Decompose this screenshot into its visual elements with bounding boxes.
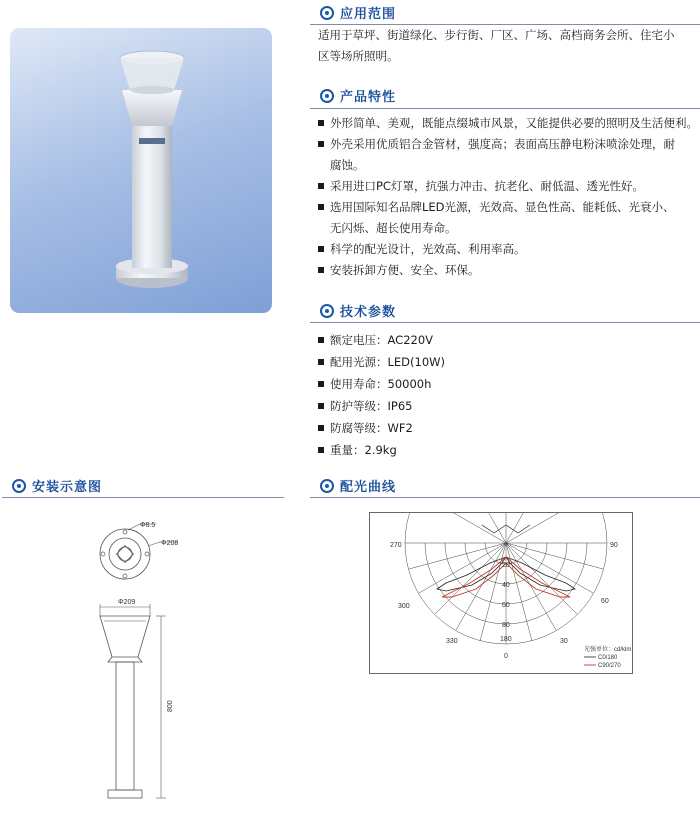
spec-value: WF2 — [387, 421, 413, 435]
dim-base-label: Φ208 — [161, 540, 179, 547]
light-distribution-curve — [369, 512, 633, 674]
section-divider — [310, 497, 700, 498]
square-bullet-icon — [318, 337, 324, 343]
radial-label: 80 — [502, 622, 510, 629]
feature-text: 采用进口PC灯罩，抗强力冲击、抗老化、耐低温、透光性好。 — [330, 179, 644, 193]
angle-label: 90 — [610, 542, 618, 549]
spec-value: AC220V — [387, 333, 434, 347]
square-bullet-icon — [318, 403, 324, 409]
section-divider — [2, 497, 284, 498]
feature-text: 选用国际知名品牌LED光源，光效高、显色性高、能耗低、光衰小、 — [330, 200, 675, 214]
spec-row-weight — [316, 439, 616, 461]
list-item — [316, 197, 700, 239]
circle-bullet-icon — [12, 479, 26, 493]
install-diagram — [60, 512, 280, 822]
spec-value: LED(10W) — [387, 355, 446, 369]
feature-text: 腐蚀。 — [330, 158, 365, 172]
square-bullet-icon — [318, 267, 324, 273]
radial-label: 60 — [502, 602, 510, 609]
spec-label: 防腐等级： — [330, 421, 388, 435]
spec-value: IP65 — [387, 399, 413, 413]
circle-bullet-icon — [320, 304, 334, 318]
section-header-curve — [318, 476, 698, 496]
section-divider — [310, 322, 700, 323]
specs-list — [316, 329, 616, 461]
chart-legend — [584, 645, 631, 669]
bollard-lamp-image — [10, 28, 272, 313]
section-header-install — [10, 476, 300, 496]
section-header-features — [318, 86, 698, 106]
spec-value: 2.9kg — [364, 443, 397, 457]
section-title: 配光曲线 — [340, 480, 397, 495]
feature-text: 科学的配光设计，光效高、利用率高。 — [330, 242, 526, 256]
list-item — [316, 260, 700, 281]
square-bullet-icon — [318, 183, 324, 189]
radial-label: 20 — [502, 562, 510, 569]
spec-label: 防护等级： — [330, 399, 388, 413]
spec-label: 重量： — [330, 443, 365, 457]
section-divider — [310, 108, 700, 109]
square-bullet-icon — [318, 425, 324, 431]
section-header-application — [318, 3, 698, 23]
base-top-view — [100, 524, 178, 579]
angle-label: 180 — [500, 636, 512, 643]
section-title: 技术参数 — [340, 305, 397, 320]
radial-label: 40 — [502, 582, 510, 589]
section-header-specs — [318, 301, 698, 321]
angle-label: 60 — [601, 598, 609, 605]
spec-row-voltage — [316, 329, 616, 351]
section-title: 应用范围 — [340, 7, 397, 22]
feature-text: 外壳采用优质铝合金管材，强度高；表面高压静电粉沫喷涂处理，耐 — [330, 137, 675, 151]
spec-row-ip — [316, 395, 616, 417]
spec-label: 配用光源： — [330, 355, 388, 369]
feature-text: 外形简单、美观，既能点缀城市风景，又能提供必要的照明及生活便利。 — [330, 116, 698, 130]
spec-label: 使用寿命： — [330, 377, 388, 391]
list-item — [316, 239, 700, 260]
square-bullet-icon — [318, 359, 324, 365]
legend-title: 光强单位：cd/klm — [584, 647, 632, 653]
list-item — [316, 176, 700, 197]
feature-text: 无闪烁、超长使用寿命。 — [330, 221, 457, 235]
circle-bullet-icon — [320, 6, 334, 20]
legend-c0: C0/180 — [598, 655, 618, 661]
features-list — [316, 113, 700, 281]
spec-row-light-source — [316, 351, 616, 373]
spec-label: 额定电压： — [330, 333, 388, 347]
angle-label: 300 — [398, 603, 410, 610]
application-line: 适用于草坪、街道绿化、步行街、厂区、广场、高档商务会所、住宅小 — [318, 28, 675, 42]
circle-bullet-icon — [320, 479, 334, 493]
square-bullet-icon — [318, 204, 324, 210]
angle-label: 0 — [504, 653, 508, 660]
angle-label: 30 — [560, 638, 568, 645]
list-item — [316, 113, 700, 134]
section-title: 安装示意图 — [32, 480, 103, 495]
application-line: 区等场所照明。 — [318, 49, 399, 63]
square-bullet-icon — [318, 141, 324, 147]
angle-label: 330 — [446, 638, 458, 645]
angle-label: 270 — [390, 542, 402, 549]
dim-height-label: 800 — [167, 700, 174, 712]
application-text — [318, 25, 700, 67]
circle-bullet-icon — [320, 89, 334, 103]
feature-text: 安装拆卸方便、安全、环保。 — [330, 263, 480, 277]
square-bullet-icon — [318, 246, 324, 252]
dim-top-label: Φ209 — [118, 599, 136, 606]
section-title: 产品特性 — [340, 90, 397, 105]
spec-value: 50000h — [387, 377, 432, 391]
spec-row-corrosion — [316, 417, 616, 439]
dim-hole-label: Φ8.5 — [140, 522, 156, 529]
square-bullet-icon — [318, 381, 324, 387]
legend-c90: C90/270 — [598, 663, 621, 669]
lamp-side-view — [100, 604, 166, 798]
product-photo — [10, 28, 272, 313]
square-bullet-icon — [318, 120, 324, 126]
list-item — [316, 134, 700, 176]
square-bullet-icon — [318, 447, 324, 453]
spec-row-lifetime — [316, 373, 616, 395]
